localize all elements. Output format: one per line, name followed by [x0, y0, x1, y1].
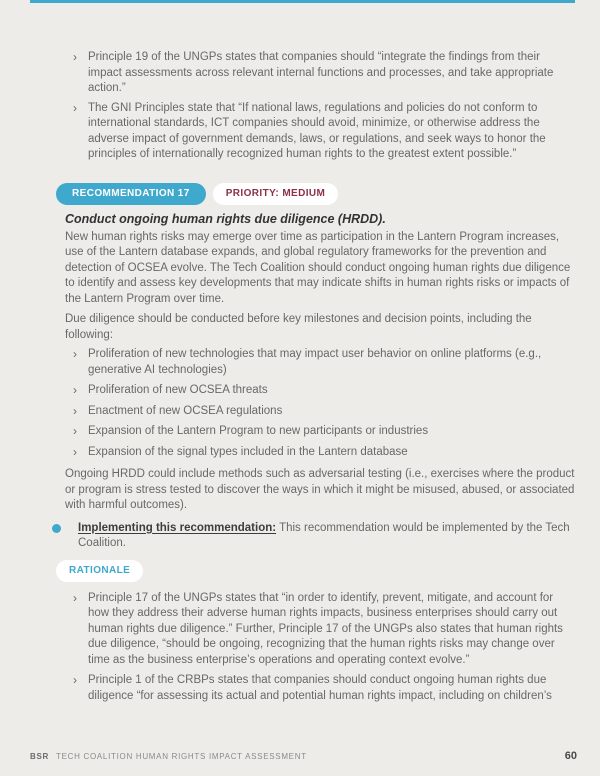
bullet-chevron-icon: ›	[73, 100, 77, 115]
bullet-text: The GNI Principles state that “If national laws, regulations and policies do not conform to international standards, ICT companies should avoid, minimize, or otherwise address the adverse impact of government demands, laws, or regulations, and seek ways to honor the principles of internationally recognized human rights to the greatest extent possible.”	[88, 101, 546, 160]
milestone-bullet-list	[65, 347, 575, 460]
bullet-text: Proliferation of new technologies that may impact user behavior on online platforms (e.g., generative AI technologies)	[88, 348, 542, 376]
footer-brand: BSR	[30, 752, 49, 761]
footer-document-title	[30, 752, 307, 761]
bullet-text: Expansion of the Lantern Program to new participants or industries	[88, 425, 429, 437]
bullet-text: Enactment of new OCSEA regulations	[88, 404, 283, 417]
top-accent-rule	[30, 0, 575, 3]
list-item	[65, 424, 575, 440]
list-item	[65, 383, 575, 399]
bullet-text: Principle 1 of the CRBPs states that companies should conduct ongoing human rights due diligence “for assessing its actual and potential human rights impact, including on children’s	[88, 674, 552, 702]
page-number: 60	[564, 750, 577, 762]
implementing-text: This recommendation would be implemented by the Tech Coalition.	[78, 521, 570, 549]
bullet-text: Expansion of the signal types included in the Lantern database	[88, 445, 408, 458]
milestones-paragraph: Due diligence should be conducted before key milestones and decision points, including the following:	[65, 313, 532, 341]
recommendation-badge: RECOMMENDATION 17	[56, 183, 206, 205]
bullet-chevron-icon: ›	[73, 403, 77, 418]
rationale-bullet-list	[65, 591, 575, 705]
bullet-chevron-icon: ›	[73, 673, 77, 687]
bullet-chevron-icon: ›	[73, 424, 77, 438]
bullet-text: Proliferation of new OCSEA threats	[88, 384, 268, 396]
bullet-text: Principle 19 of the UNGPs states that companies should “integrate the findings from their impact assessments across relevant internal functions and processes, and take appropriate action.”	[88, 51, 554, 94]
page-footer	[30, 750, 577, 762]
priority-badge: PRIORITY: MEDIUM	[213, 183, 339, 205]
footer-title-text: TECH COALITION HUMAN RIGHTS IMPACT ASSESSMENT	[56, 752, 307, 761]
list-item	[65, 445, 575, 461]
implementing-item	[65, 521, 575, 552]
list-item	[65, 404, 575, 420]
rationale-badge: RATIONALE	[56, 560, 143, 582]
recommendation-badge-row	[56, 183, 575, 205]
bullet-chevron-icon: ›	[73, 50, 77, 64]
hrdd-paragraph: Ongoing HRDD could include methods such as adversarial testing (i.e., exercises where the product or program is stress tested to discover the ways in which it might be misused, abused, or associated with harmful outcomes).	[65, 468, 575, 511]
teal-dot-icon	[52, 524, 61, 533]
bullet-chevron-icon: ›	[73, 590, 77, 605]
list-item	[65, 101, 575, 163]
bullet-chevron-icon: ›	[73, 347, 77, 361]
recommendation-title: Conduct ongoing human rights due diligence (HRDD).	[65, 211, 386, 226]
intro-bullet-list	[65, 50, 575, 163]
bullet-text: Principle 17 of the UNGPs states that “in order to identify, prevent, mitigate, and account for how they address their adverse human rights impacts, business enterprises should carry out human rights due diligence.” Further, Principle 17 of the UNGPs also states that human rights due diligence, “should be ongoing, recognizing that the human rights risks may change over time as the business enterprise’s operations and operating context evolve.”	[88, 591, 563, 666]
recommendation-intro-paragraph: New human rights risks may emerge over time as participation in the Lantern Program increases, use of the Lantern database expands, and global regulatory frameworks for the prevention and detection of OCSEA evolve. The Tech Coalition should conduct ongoing human rights due diligence to identify and assess key developments that may indicate shifts in human rights risks or impacts of the Lantern Program over time.	[65, 230, 571, 305]
bullet-chevron-icon: ›	[73, 383, 77, 397]
list-item	[65, 347, 575, 378]
list-item	[65, 673, 575, 704]
rationale-badge-row	[56, 560, 575, 582]
implementing-label: Implementing this recommendation:	[78, 521, 277, 534]
list-item	[65, 591, 575, 669]
list-item	[65, 50, 575, 97]
bullet-chevron-icon: ›	[73, 444, 77, 459]
